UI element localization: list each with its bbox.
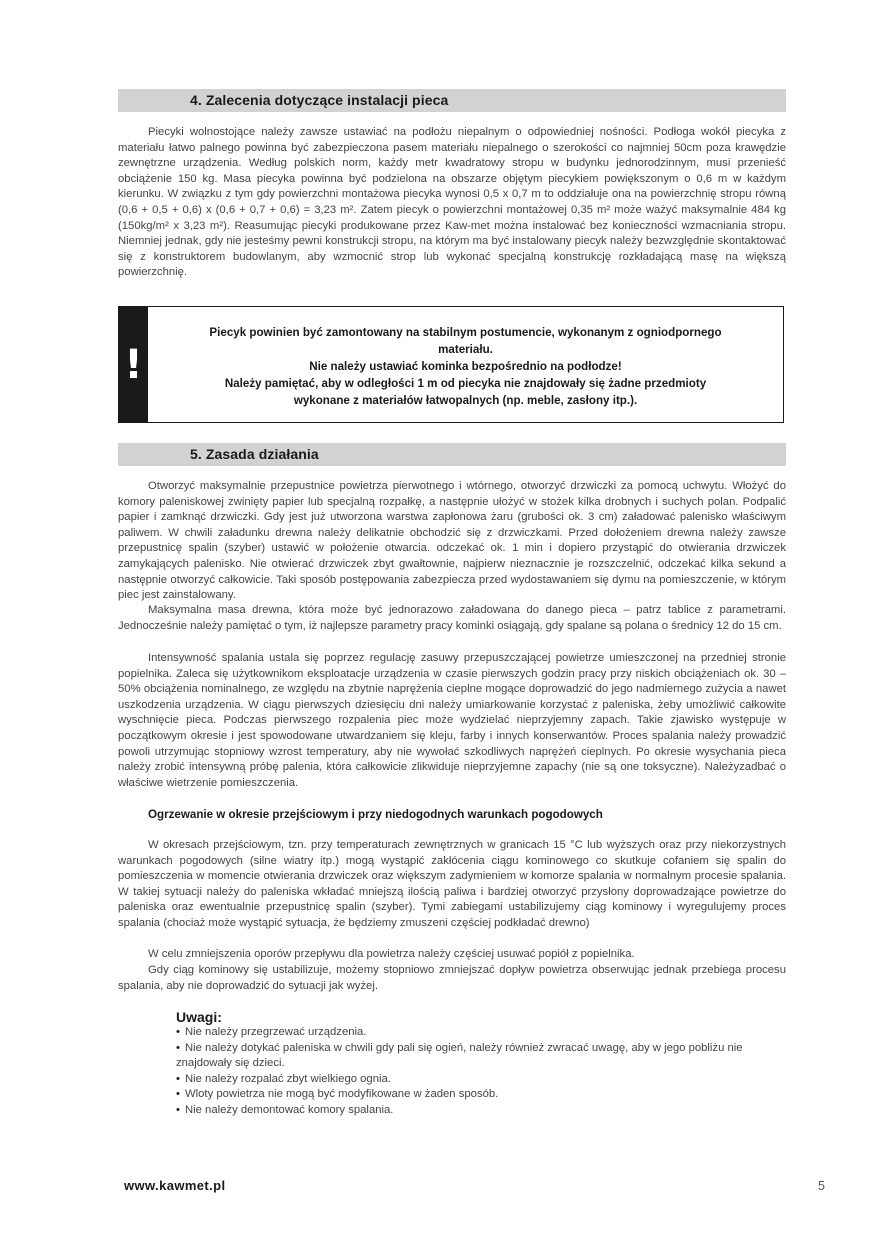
section-5-paragraph-3: Intensywność spalania ustala się poprzez regulację zasuwy przepuszczającej powietrze umieszczonej na przedniej stronie popielnika. Zaleca się użytkownikom eksploatacje urządzenia w czasie pierwszych godzin pracy przy niskich obciążeniach ok. 30 – 50% obciążenia nominalnego, ze względu na zbytnie naprężenia cieplne mogące doprowadzić do jego nadmiernego zużycia a nawet uszkodzenia urządzenia. W ciągu pierwszych dziesięciu dni należy umiarkowanie korzystać z paleniska, żeby umożliwić całkowite wyschnięcie pieca. Podczas pierwszego rozpalenia piec może wydzielać nieprzyjemny zapach. Takie zjawisko występuje w początkowym okresie i jest spowodowane utwardzaniem się kleju, farby i innych konserwantów. Proces spalania należy prowadzić powoli utrzymując stopniowy wzrost temperatury, aby nie wywołać szkodliwych naprężeń cieplnych. Po okresie wysychania pieca należy zrobić intensywną próbę palenia, która całkowicie zlikwiduje nieprzyjemne zapachy (nie są one toksyczne). Należyzadbać o właściwe wietrzenie pomieszczenia. (118, 652, 786, 789)
transitional-paragraph-2: W celu zmniejszenia oporów przepływu dla powietrza należy częściej usuwać popiół z popielnika. (148, 948, 635, 960)
bullet-icon: • (176, 1088, 180, 1101)
transitional-paragraph-3: Gdy ciąg kominowy się ustabilizuje, możemy stopniowo zmniejszać dopływ powietrza obserwując jednak przebiega procesu spalania, aby nie doprowadzić do sytuacji jak wyżej. (118, 964, 786, 992)
transitional-heading: Ogrzewanie w okresie przejściowym i przy niedogodnych warunkach pogodowych (148, 808, 603, 821)
section-4-paragraph: Piecyki wolnostojące należy zawsze ustawiać na podłożu niepalnym o odpowiedniej nośności. Podłoga wokół piecyka z materiału łatwo palnego powinna być zabezpieczona pasem materiału niepalnego o szerokości co najmniej 50cm poza krawędzie zewnętrzne urządzenia. Według polskich norm, każdy metr kwadratowy stropu w budynku jednorodzinnym, musi przenieść obciążenie 150 kg. Masa piecyka powinna być podzielona na obszarze objętym piecykiem powiększonym o 0,6 m w każdym kierunku. W związku z tym gdy powierzchni montażowa piecyka wynosi 0,5 x 0,7 m to oddziałuje ona na powierzchnię stropu równą (0,6 + 0,5 + 0,6) x (0,6 + 0,7 + 0,6) = 3,23 m². Zatem piecyk o powierzchni montażowej 0,35 m² może ważyć maksymalnie 484 kg (150kg/m² x 3,23 m²). Reasumując piecyki produkowane przez Kaw-met można instalować bez konieczności wzmacniania stropu. Niemniej jednak, gdy nie jesteśmy pewni konstrukcji stropu, na którym ma być instalowany piecyk należy bezwzględnie skontaktować się z konstruktorem budowlanym, aby wzmocnić strop lub wykonać specjalną konstrukcję rozkładającą masę na większą powierzchnię. (118, 126, 786, 279)
section-4-header (118, 89, 786, 112)
bullet-icon: • (176, 1103, 180, 1116)
transitional-paragraph-1: W okresach przejściowym, tzn. przy temperaturach zewnętrznych w granicach 15 °C lub wyższych oraz przy niekorzystnych warunkach pogodowych (silne wiatry itp.) mogą wystąpić zakłócenia ciągu kominowego co skutkuje cofaniem się spalin do pomieszczenia w momencie otwierania drzwiczek oraz większym zadymieniem w komorze spalania w normalnym procesie spalania. W takiej sytuacji należy do paleniska wkładać mniejszą ilością paliwa i bardziej otworzyć przysłony doprowadzające powietrze do paleniska oraz ewentualnie przepustnicę spalin (szyber). Tymi zabiegami ustabilizujemy ciąg kominowy i wyregulujemy proces spalania (chociaż może wystąpić sytuacja, że będziemy zmuszeni częściej podkładać drewno) (118, 839, 786, 929)
list-item (176, 1072, 786, 1088)
footer-url[interactable]: www.kawmet.pl (124, 1178, 226, 1193)
page-number: 5 (818, 1179, 825, 1193)
warning-text (148, 324, 783, 409)
warning-line: wykonane z materiałów łatwopalnych (np. meble, zasłony itp.). (293, 394, 638, 407)
list-item (176, 1103, 786, 1119)
warning-line: Nie należy ustawiać kominka bezpośrednio na podłodze! (309, 360, 622, 373)
note-text: Wloty powietrza nie mogą być modyfikowane w żaden sposób. (184, 1088, 499, 1101)
section-5-paragraph-1: Otworzyć maksymalnie przepustnice powietrza pierwotnego i wtórnego, otworzyć drzwiczki za pomocą uchwytu. Włożyć do komory paleniskowej zwinięty papier lub specjalną rozpałkę, a następnie ułożyć w stożek kilka drobnych i suchych polan. Podpalić papier i zamknąć drzwiczki. Gdy jest już utworzona warstwa zapłonowa żaru (grubości ok. 3 cm) załadować palenisko właściwym paliwem. W chwili załadunku drewna należy delikatnie obchodzić się z drzwiczkami. Przed dołożeniem drewna należy zawsze przepustnicę spalin (szyber) ustawić w położenie otwarcia. odczekać ok. 1 min i dopiero przystąpić do otwierania drzwiczek zamykających palenisko. Nie otwierać drzwiczek zbyt gwałtownie, najpierw nieznacznie je rozszczelnić, odczekać kilka sekund a następnie otworzyć całkowicie. Taki sposób postępowania zabezpiecza przed wydostawaniem się dymu na pomieszczenie, w którym piec jest zainstalowany. (118, 480, 786, 602)
note-text: Nie należy rozpalać zbyt wielkiego ognia. (184, 1072, 391, 1085)
bullet-icon: • (176, 1072, 180, 1085)
warning-line: materiału. (438, 343, 493, 356)
warning-line: Piecyk powinien być zamontowany na stabilnym postumencie, wykonanym z ogniodpornego (209, 326, 722, 339)
notes-list (176, 1025, 786, 1119)
warning-box (118, 306, 784, 423)
notes-title: Uwagi: (176, 1009, 222, 1025)
note-text: Nie należy demontować komory spalania. (184, 1103, 394, 1116)
bullet-icon: • (176, 1041, 180, 1054)
section-5-paragraph-2: Maksymalna masa drewna, która może być jednorazowo załadowana do danego pieca – patrz tablice z parametrami. Jednocześnie należy pamiętać o tym, iż najlepsze parametry pracy kominki osiągają, gdy spalane są polana o średnicy 12 do 15 cm. (118, 604, 786, 632)
note-text: Nie należy dotykać paleniska w chwili gdy pali się ogień, należy również zwracać uwagę, aby w jego pobliżu nie znajdowały się dzieci. (176, 1041, 743, 1070)
warning-icon: ! (119, 307, 148, 422)
list-item (176, 1087, 786, 1103)
section-4-title: 4. Zalecenia dotyczące instalacji pieca (190, 92, 449, 108)
list-item (176, 1025, 786, 1041)
warning-line: Należy pamiętać, aby w odległości 1 m od piecyka nie znajdowały się żadne przedmioty (224, 377, 707, 390)
section-5-title: 5. Zasada działania (190, 446, 319, 462)
note-text: Nie należy przegrzewać urządzenia. (184, 1026, 367, 1038)
section-5-header (118, 443, 786, 466)
list-item (176, 1041, 786, 1072)
bullet-icon: • (176, 1026, 180, 1038)
